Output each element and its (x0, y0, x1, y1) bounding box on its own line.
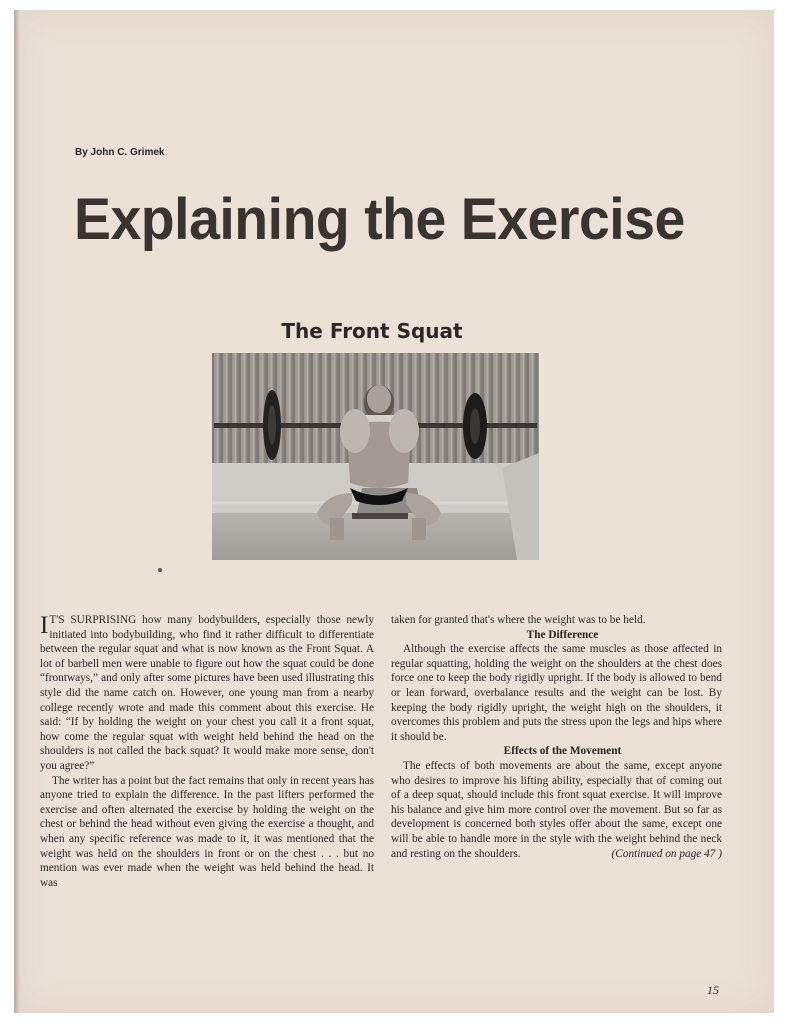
body-paragraph: Although the exercise affects the same muscles as those affected in regular squatting, holding the weight on the shoulders at the chest does force one to keep the body rigidly upright. If the body is allowed to bend or lean forward, overbalance results and the weight can be lost. By keeping the body rigidly upright, the weight high on the shoulders, it overcomes this problem and puts the stress upon the legs and hips where it should be. (391, 643, 722, 743)
page-spine-shadow (14, 10, 20, 1013)
page-number: 15 (707, 983, 719, 997)
front-squat-photo (212, 353, 539, 560)
magazine-page (14, 10, 774, 1013)
floor (212, 513, 539, 560)
right-column (391, 613, 722, 861)
print-speck (158, 568, 162, 572)
section-heading-effects: Effects of the Movement (503, 745, 622, 758)
drop-cap: I (40, 612, 49, 639)
byline: By John C. Grimek (75, 147, 165, 158)
article-subtitle: The Front Squat (281, 319, 463, 343)
body-paragraph-last: The effects of both movements are about the same, except anyone who desires to improve his lifting ability, especially that of coming out of a deep squat, should include this front squat exercise. It will improve his balance and give him more control over the movement. But so far as development is concerned both styles offer about the same, except one will be able to handle more in the style with the weight behind the neck and resting on the shoulders. (Continued on page 47 ) (391, 759, 722, 860)
left-column (40, 613, 374, 890)
intro-paragraph: I T'S SURPRISING how many bodybuilders, especially those newly initiated into bodybuilding, who find it rather difficult to differentiate between the regular squat and what is now known as the Front Squat. A lot of barbell men were unable to figure out how the squat could be done “frontways,” and only after some pictures have been used illustrating this style did the name catch on. However, one young man from a nearby college recently wrote and made this comment about this exercise. He said: “If by holding the weight on your chest you call it a front squat, how come the regular squat with weight held behind the head on the shoulders is not called the back squat? It would make more sense, don't you agree?” (40, 612, 374, 772)
article-title: Explaining the Exercise (74, 187, 685, 252)
continued-on-note: (Continued on page 47 ) (611, 847, 722, 860)
continued-paragraph: taken for granted that's where the weight was to be held. (391, 614, 646, 626)
section-heading-difference: The Difference (526, 628, 599, 641)
body-paragraph: The writer has a point but the fact remains that only in recent years has anyone tried to explain the difference. In the past lifters performed the exercise and often alternated the exercise by holding the weight on the chest or behind the head without even giving the exercise a thought, and when any specific reference was made to it, it was mentioned that the weight was held on the shoulders in front or on the chest . . . but no mention was ever made when the weight was held behind the head. It was (40, 774, 374, 889)
